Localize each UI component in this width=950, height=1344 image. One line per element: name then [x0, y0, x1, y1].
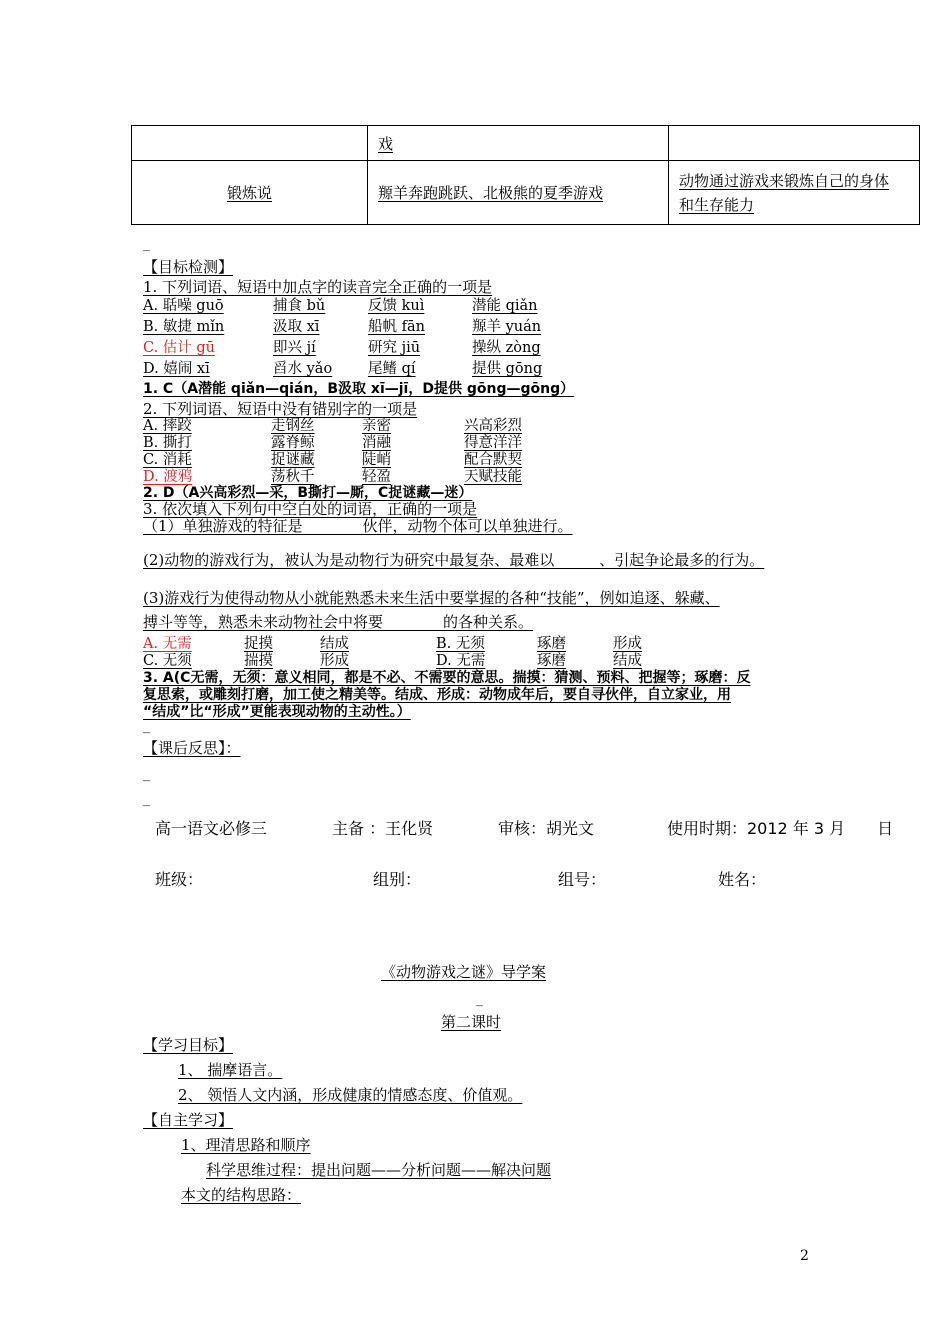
option: 结成 — [320, 636, 349, 652]
option: 即兴 jí — [273, 340, 316, 356]
dash: _ — [143, 791, 150, 807]
option: A. 聒噪 guō — [143, 298, 224, 314]
table-cell: 羱羊奔跑跳跃、北极熊的夏季游戏 — [368, 161, 669, 225]
question-1: 1. 下列词语、短语中加点字的读音完全正确的一项是 — [143, 278, 493, 296]
reviewer: 审核：胡光文 — [498, 819, 595, 838]
option: C. 估计 gū — [143, 340, 216, 356]
dash: _ — [143, 718, 150, 734]
table-cell — [669, 126, 920, 161]
goal-2: 2、 领悟人文内涵，形成健康的情感态度、价值观。 — [178, 1086, 523, 1104]
answer-3-cont: “结成”比“形成”更能表现动物的主动性。） — [143, 704, 411, 720]
page-number: 2 — [800, 1248, 809, 1264]
option: 操纵 zòng — [472, 340, 541, 356]
option: 配合默契 — [464, 452, 522, 468]
option: 荡秋千 — [271, 469, 315, 485]
option: A. 无需 — [143, 636, 192, 652]
lesson-title: 《动物游戏之谜》导学案 — [381, 963, 547, 981]
option: 提供 gōng — [472, 361, 543, 377]
option: 潜能 qiǎn — [472, 298, 538, 314]
question-3-sentence-2: (2)动物的游戏行为，被认为是动物行为研究中最复杂、最难以 、引起争论最多的行为。 — [143, 551, 765, 569]
chief-editor: 主备 ：王化贤 — [332, 819, 434, 838]
option: C. 无须 — [143, 653, 192, 669]
self-study-heading: 【自主学习】 — [143, 1111, 234, 1129]
option: A. 摔跤 — [143, 418, 192, 434]
question-3: 3. 依次填入下列句中空白处的词语，正确的一项是 — [143, 500, 478, 518]
option: B. 敏捷 mǐn — [143, 319, 225, 335]
option: 捉摸 — [244, 636, 273, 652]
option: D. 嬉闹 xī — [143, 361, 210, 377]
summary-table — [131, 125, 920, 225]
option: D. 渡鸦 — [143, 469, 193, 485]
group-number-label: 组号： — [558, 870, 607, 889]
option: 兴高彩烈 — [464, 418, 522, 434]
option: 舀水 yǎo — [273, 361, 333, 377]
question-3-sentence-3-cont: 搏斗等等，熟悉未来动物社会中将要 的各种关系。 — [143, 613, 534, 631]
option: B. 无须 — [436, 636, 485, 652]
dash: _ — [143, 766, 150, 782]
name-label: 姓名： — [718, 870, 767, 889]
usage-date: 使用时期：2012 年 3 月 日 — [667, 819, 894, 838]
question-2: 2. 下列词语、短语中没有错别字的一项是 — [143, 400, 418, 418]
goal-1: 1、 揣摩语言。 — [178, 1061, 283, 1079]
option: 反馈 kuì — [368, 298, 425, 314]
self-study-item: 1、理清思路和顺序 — [181, 1136, 311, 1154]
course-name: 高一语文必修三 — [155, 819, 268, 838]
option: 陡峭 — [362, 452, 391, 468]
option: 亲密 — [362, 418, 391, 434]
reflection-heading: 【课后反思】： — [143, 739, 241, 757]
option: 形成 — [613, 636, 642, 652]
option: 琢磨 — [537, 636, 566, 652]
option: C. 消耗 — [143, 452, 192, 468]
option: 捉谜藏 — [271, 452, 315, 468]
dash: _ — [143, 236, 150, 252]
option: 得意洋洋 — [464, 435, 522, 451]
answer-2: 2. D（A兴高彩烈—采，B撕打—厮，C捉谜藏—迷） — [143, 485, 473, 501]
lesson-period: 第二课时 — [441, 1013, 502, 1031]
thinking-process: 科学思维过程：提出问题——分析问题——解决问题 — [206, 1161, 552, 1179]
option: B. 撕打 — [143, 435, 192, 451]
option: 走钢丝 — [271, 418, 315, 434]
answer-3-cont: 复思索，或雕刻打磨，加工使之精美等。结成、形成：动物成年后，要自寻伙伴，自立家业，用 — [143, 687, 731, 703]
structure-prompt: 本文的结构思路： — [181, 1186, 302, 1204]
group-label: 组别： — [373, 870, 422, 889]
option: D. 无需 — [436, 653, 486, 669]
table-cell: 锻炼说 — [132, 161, 368, 225]
option: 消融 — [362, 435, 391, 451]
option: 研究 jiū — [368, 340, 421, 356]
class-label: 班级： — [155, 870, 204, 889]
option: 露脊鲸 — [271, 435, 315, 451]
dash: _ — [476, 991, 483, 1007]
option: 捕食 bǔ — [273, 298, 326, 314]
option: 羱羊 yuán — [472, 319, 542, 335]
option: 轻盈 — [362, 469, 391, 485]
question-3-sentence-3: (3)游戏行为使得动物从小就能熟悉未来生活中要掌握的各种“技能”，例如追逐、躲藏、 — [143, 589, 720, 607]
answer-1: 1. C（A潜能 qiǎn—qián，B汲取 xī—jī，D提供 gōng—gōng） — [143, 381, 575, 397]
answer-3: 3. A(C无需，无须：意义相同，都是不必、不需要的意思。揣摸：猜测、预料、把握等；琢磨：反 — [143, 670, 751, 686]
section-heading: 【目标检测】 — [143, 258, 234, 276]
question-3-sentence-1: （1）单独游戏的特征是 伙伴，动物个体可以单独进行。 — [143, 517, 573, 535]
option: 尾鳍 qí — [368, 361, 416, 377]
table-cell: 动物通过游戏来锻炼自己的身体 和生存能力 — [669, 161, 920, 225]
option: 汲取 xī — [273, 319, 320, 335]
option: 揣摸 — [244, 653, 273, 669]
table-cell — [132, 126, 368, 161]
option: 形成 — [320, 653, 349, 669]
option: 天赋技能 — [464, 469, 522, 485]
table-cell: 戏 — [368, 126, 669, 161]
option: 琢磨 — [537, 653, 566, 669]
goals-heading: 【学习目标】 — [143, 1036, 234, 1054]
option: 船帆 fān — [368, 319, 425, 335]
option: 结成 — [613, 653, 642, 669]
